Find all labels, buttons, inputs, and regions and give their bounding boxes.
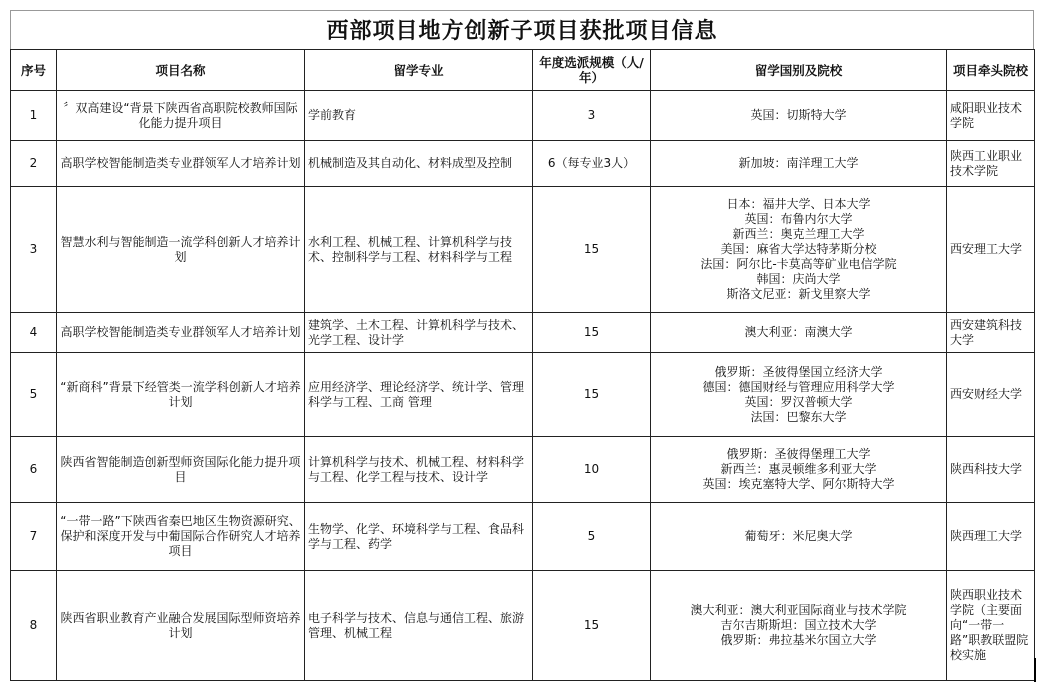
cell-row-number: 8 <box>11 571 57 681</box>
cell-study-schools <box>651 187 947 313</box>
cell-major: 生物学、化学、环境科学与工程、食品科学与工程、药学 <box>305 503 533 571</box>
school-line: 俄罗斯：弗拉基米尔国立大学 <box>720 633 877 647</box>
header-cell-major: 留学专业 <box>305 50 533 91</box>
cell-lead-institution: 咸阳职业技术学院 <box>947 91 1035 141</box>
school-line: 俄罗斯：圣彼得堡理工大学 <box>726 447 871 461</box>
cell-project-name: 高职学校智能制造类专业群领军人才培养计划 <box>57 141 305 187</box>
header-cell-schools: 留学国别及院校 <box>651 50 947 91</box>
cell-project-name: 高职学校智能制造类专业群领军人才培养计划 <box>57 313 305 353</box>
school-line: 英国：切斯特大学 <box>750 108 847 122</box>
school-line: 英国：布鲁内尔大学 <box>744 212 853 226</box>
cell-lead-institution: 西安建筑科技大学 <box>947 313 1035 353</box>
cell-cursor-mark <box>1034 658 1036 682</box>
cell-major: 水利工程、机械工程、计算机科学与技术、控制科学与工程、材料科学与工程 <box>305 187 533 313</box>
school-line: 俄罗斯：圣彼得堡国立经济大学 <box>714 364 883 379</box>
header-cell-scale: 年度选派规模（人/年） <box>533 50 651 91</box>
cell-major: 应用经济学、理论经济学、统计学、管理科学与工程、工商 管理 <box>305 353 533 437</box>
cell-row-number: 3 <box>11 187 57 313</box>
cell-project-name: 〞双高建设“背景下陕西省高职院校教师国际化能力提升项目 <box>57 91 305 141</box>
cell-selection-scale: 3 <box>533 91 651 141</box>
cell-row-number: 5 <box>11 353 57 437</box>
cell-selection-scale: 5 <box>533 503 651 571</box>
header-cell-name: 项目名称 <box>57 50 305 91</box>
table-body <box>11 91 1035 681</box>
cell-study-schools <box>651 141 947 187</box>
school-line: 新西兰：惠灵顿维多利亚大学 <box>720 462 877 476</box>
school-line: 英国：埃克塞特大学、阿尔斯特大学 <box>702 477 895 491</box>
cell-selection-scale: 15 <box>533 353 651 437</box>
cell-study-schools <box>651 503 947 571</box>
table-row <box>11 571 1035 681</box>
school-line: 美国：麻省大学达特茅斯分校 <box>720 242 877 256</box>
page-title: 西部项目地方创新子项目获批项目信息 <box>10 10 1034 49</box>
cell-project-name: 陕西省职业教育产业融合发展国际型师资培养计划 <box>57 571 305 681</box>
cell-lead-institution: 陕西工业职业技术学院 <box>947 141 1035 187</box>
school-line: 新加坡：南洋理工大学 <box>738 156 859 170</box>
school-line: 英国：罗汉普顿大学 <box>744 394 853 409</box>
cell-row-number: 1 <box>11 91 57 141</box>
school-line: 澳大利亚：澳大利亚国际商业与技术学院 <box>690 603 907 617</box>
cell-study-schools <box>651 353 947 437</box>
school-line: 斯洛文尼亚：新戈里察大学 <box>726 287 871 301</box>
cell-row-number: 7 <box>11 503 57 571</box>
header-cell-no: 序号 <box>11 50 57 91</box>
cell-lead-institution: 西安理工大学 <box>947 187 1035 313</box>
school-line: 澳大利亚：南澳大学 <box>744 325 853 339</box>
sheet <box>10 10 1034 681</box>
cell-row-number: 2 <box>11 141 57 187</box>
cell-project-name: “一带一路”下陕西省秦巴地区生物资源研究、保护和深度开发与中葡国际合作研究人才培养项目 <box>57 503 305 571</box>
cell-study-schools <box>651 571 947 681</box>
cell-lead-institution: 陕西科技大学 <box>947 437 1035 503</box>
cell-project-name: 陕西省智能制造创新型师资国际化能力提升项目 <box>57 437 305 503</box>
header-row <box>11 50 1035 91</box>
cell-lead-institution: 陕西理工大学 <box>947 503 1035 571</box>
project-table <box>10 49 1035 681</box>
school-line: 葡萄牙：米尼奥大学 <box>744 529 853 543</box>
table-row <box>11 91 1035 141</box>
table-row <box>11 353 1035 437</box>
cell-study-schools <box>651 313 947 353</box>
cell-project-name: 智慧水利与智能制造一流学科创新人才培养计划 <box>57 187 305 313</box>
cell-major: 电子科学与技术、信息与通信工程、旅游管理、机械工程 <box>305 571 533 681</box>
cell-selection-scale: 15 <box>533 571 651 681</box>
table-row <box>11 187 1035 313</box>
cell-selection-scale: 15 <box>533 187 651 313</box>
cell-major: 机械制造及其自动化、材料成型及控制 <box>305 141 533 187</box>
cell-selection-scale: 15 <box>533 313 651 353</box>
cell-project-name: “新商科”背景下经管类一流学科创新人才培养计划 <box>57 353 305 437</box>
table-row <box>11 141 1035 187</box>
cell-study-schools <box>651 437 947 503</box>
cell-lead-institution: 陕西职业技术学院（主要面向“一带一路”职教联盟院校实施 <box>947 571 1035 681</box>
table-row <box>11 437 1035 503</box>
school-line: 韩国：庆尚大学 <box>756 272 841 286</box>
school-line: 法国：巴黎东大学 <box>750 409 847 424</box>
cell-major: 学前教育 <box>305 91 533 141</box>
table-row <box>11 313 1035 353</box>
cell-selection-scale: 10 <box>533 437 651 503</box>
cell-lead-institution: 西安财经大学 <box>947 353 1035 437</box>
header-cell-lead: 项目牵头院校 <box>947 50 1035 91</box>
school-line: 日本：福井大学、日本大学 <box>726 197 871 211</box>
cell-major: 建筑学、土木工程、计算机科学与技术、光学工程、设计学 <box>305 313 533 353</box>
cell-selection-scale: 6（每专业3人） <box>533 141 651 187</box>
school-line: 德国：德国财经与管理应用科学大学 <box>702 379 895 394</box>
cell-major: 计算机科学与技术、机械工程、材料科学与工程、化学工程与技术、设计学 <box>305 437 533 503</box>
school-line: 新西兰：奥克兰理工大学 <box>732 227 865 241</box>
cell-row-number: 6 <box>11 437 57 503</box>
school-line: 吉尔吉斯斯坦：国立技术大学 <box>720 618 877 632</box>
table-row <box>11 503 1035 571</box>
cell-row-number: 4 <box>11 313 57 353</box>
cell-study-schools <box>651 91 947 141</box>
school-line: 法国：阿尔比-卡莫高等矿业电信学院 <box>700 257 897 271</box>
